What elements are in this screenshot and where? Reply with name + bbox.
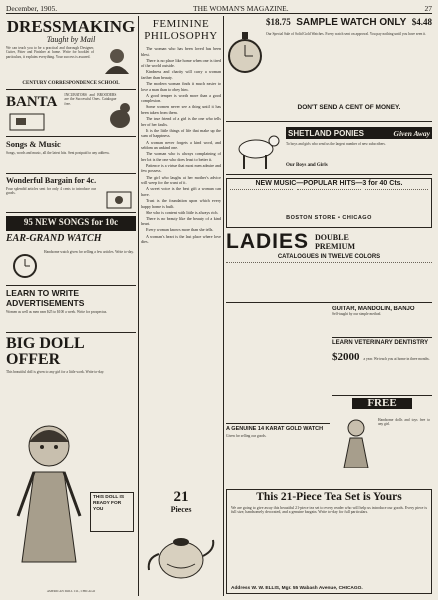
ad-free [332,396,432,486]
essay-paragraph: There is no place like home when one is tired of the world outside. [141,57,221,69]
music-columns [227,189,431,215]
ladies-sub-2: PREMIUM [315,241,356,251]
essay-paragraph: It is the little things of life that make up the sum of happiness. [141,127,221,139]
essay-paragraph: Every woman knows more than she tells. [146,227,214,233]
essay-paragraph: A woman never forgets a kind word, and seldom an unkind one. [141,139,221,151]
essay-paragraph: Patience is a virtue that most men admire and few possess. [141,162,221,174]
ad-ladies-premium [226,231,432,303]
ad-title: Songs & Music [6,140,61,149]
ad-title: BIG DOLL OFFER [6,336,84,368]
ad-footer: CENTURY CORRESPONDENCE SCHOOL [22,80,120,86]
ad-big-doll [6,336,136,594]
essay-paragraph: The modern woman finds it much easier to love a man than to obey him. [141,81,221,92]
ad-title: DRESSMAKING [6,18,136,36]
ad-body: Songs, words and music, all the latest hits. Sent postpaid to any address. [6,150,110,155]
ad-ear-watch [6,234,136,286]
ad-songs [6,140,136,174]
column-rule [223,16,224,596]
ad-title-2: Given Away [393,128,430,138]
masthead [6,4,432,14]
tea-set-illustration-left [141,490,221,594]
col3-left-stack [226,306,330,486]
ad-shetland-ponies [226,125,432,175]
ad-address: Address W. W. ELLIS, Mgr. 55 Wabash Avenue, CHICAGO. [231,586,363,591]
ad-title: Wonderful Bargain for 4c. [6,177,97,185]
ad-body: Handsome dolls and toys free to any girl. [378,418,430,427]
ladies-header [226,231,432,252]
masthead-date: December, 1905. [6,4,58,13]
ad-footer: BOSTON STORE • CHICAGO [286,215,372,221]
pony-header [286,127,432,139]
essay-paragraph: Trust is the foundation upon which every happy home is built. [141,197,221,209]
ad-body: We can teach you to be a practical and thorough Designer, Cutter, Fitter and Finisher at home. Write for booklet of particulars, it explains everything. Your success is assured. [6,46,94,59]
ad-title: This 21-Piece Tea Set is Yours [256,491,402,503]
ad-guitar [332,306,432,338]
chicken-icon [106,97,134,133]
ad-dentistry [332,338,432,396]
music-list [365,189,428,215]
price-left: $18.75 [266,18,291,27]
ad-footer: AMERICAN DOLL CO., CHICAGO [46,589,96,594]
doll-label-box [90,492,134,532]
essay-paragraph: A good temper is worth more than a good complexion. [141,92,221,104]
essay-paragraph: The woman who is always complaining of her lot is the one who does least to better it. [141,151,221,162]
ad-title: LEARN VETERINARY DENTISTRY [332,340,429,346]
ad-body: Self-taught by our simple method. [332,312,382,316]
ad-title: EAR-GRAND WATCH [6,234,102,244]
ad-body: Given for selling our goods. [226,433,267,438]
pieces-number: 21 [173,490,189,505]
masthead-page: 27 [424,4,432,13]
ad-title: NEW MUSIC—POPULAR HITS—3 for 40 Cts. [255,180,403,187]
ad-body: This beautiful doll is given to any girl for a little work. Write to-day. [6,370,105,374]
essay-paragraph: A sweet voice is the best gift a woman can have. [141,186,221,197]
ad-title: SAMPLE WATCH ONLY [296,18,407,28]
ad-body: INCUBATORS and BROODERS are the Successful Ones. Catalogue free. [64,93,117,106]
teapot-icon [143,520,219,590]
editorial-text [226,306,330,424]
essay-title: FEMININE PHILOSOPHY [144,18,218,42]
ad-body: Handsome watch given for selling a few articles. Write to-day. [44,250,134,254]
pocket-watch-icon [226,28,264,78]
incubator-illustration [8,111,48,133]
ad-title: LADIES [226,231,310,253]
dentistry-price: $2000 [332,351,360,363]
ad-title: 95 NEW SONGS for 10c [23,217,119,227]
ad-body: Women as well as men earn $25 to $100 a week. Write for prospectus. [6,310,108,314]
col3-right-stack [332,306,432,486]
essay-paragraph: The girl who laughs at her mother's advice will weep for the want of it. [141,174,221,186]
ad-body: Four splendid articles sent for only 4 cents to introduce our goods. [6,187,96,196]
ad-title: SHETLAND PONIES [288,128,365,138]
essay-paragraph: Kindness and charity will carry a woman farther than beauty. [141,69,221,80]
ad-banner: DON'T SEND A CENT OF MONEY. [297,104,401,111]
essay-feminine-philosophy [141,18,221,486]
ad-body: We are going to give away this beautiful 21-piece tea set to every reader who will help us introduce our goods. Every piece is full size, handsomely decorated, and a genuine bargain. Write to-day for full particulars. [231,505,427,515]
ad-body: To boys and girls who send us the largest number of new subscribers. [286,142,386,146]
woman-portrait-illustration [100,46,134,74]
ad-tea-set [226,489,432,594]
ad-learn-advertisements [6,289,136,333]
ad-wonderful-bargain [6,177,136,213]
doll-illustration [10,420,88,570]
ad-title: LEARN TO WRITE ADVERTISEMENTS [6,289,85,308]
pieces-label: Pieces [170,505,192,514]
price-right: $4.48 [411,18,432,27]
music-list [230,189,293,215]
watch-icon [10,250,40,280]
ad-title: FREE [352,398,412,409]
ad-dressmaking [6,18,136,90]
ladies-sub-1: DOUBLE [315,232,349,242]
ad-new-music [226,178,432,228]
ad-title: GUITAR, MANDOLIN, BANJO [332,306,415,312]
essay-paragraph: A woman's heart is the last place where love dies. [141,233,221,245]
music-list [297,189,360,215]
ad-new-songs [6,216,136,231]
ad-body [226,262,432,294]
masthead-title: THE WOMAN'S MAGAZINE. [193,4,289,13]
essay-paragraph: Some women never see a thing until it has been taken from them. [141,104,221,116]
ad-genuine-watch [226,424,330,438]
ad-subtitle: Taught by Mail [46,35,96,44]
watch-header [266,18,432,28]
ad-body: Our Special Sale of Solid Gold Watches. Every watch sent on approval. You pay nothing until you have seen it. [266,32,427,36]
pony-illustration [228,129,284,171]
bargain-illustration [104,189,134,211]
essay-paragraph: She who is content with little is always rich. [146,209,219,215]
ad-line: CATALOGUES IN TWELVE COLORS [277,254,381,260]
ad-footer: Our Boys and Girls [286,163,328,168]
essay-paragraph: The woman who has been loved has been blest. [141,46,221,57]
ad-body: a year. We teach you at home in three months. [363,357,430,361]
ladies-double-premium [315,233,355,251]
ad-banta [6,93,136,137]
ad-sample-watch [226,18,432,122]
ad-title: A GENUINE 14 KARAT GOLD WATCH [226,426,324,432]
ad-title: BANTA [6,94,58,110]
doll-label: THIS DOLL IS READY FOR YOU [93,495,125,512]
essay-paragraph: There is no beauty like the beauty of a kind heart. [141,215,221,227]
doll-icon [336,416,376,468]
essay-paragraph: The true friend of a girl is the one who tells her of her faults. [141,116,221,127]
column-rule [138,16,139,596]
